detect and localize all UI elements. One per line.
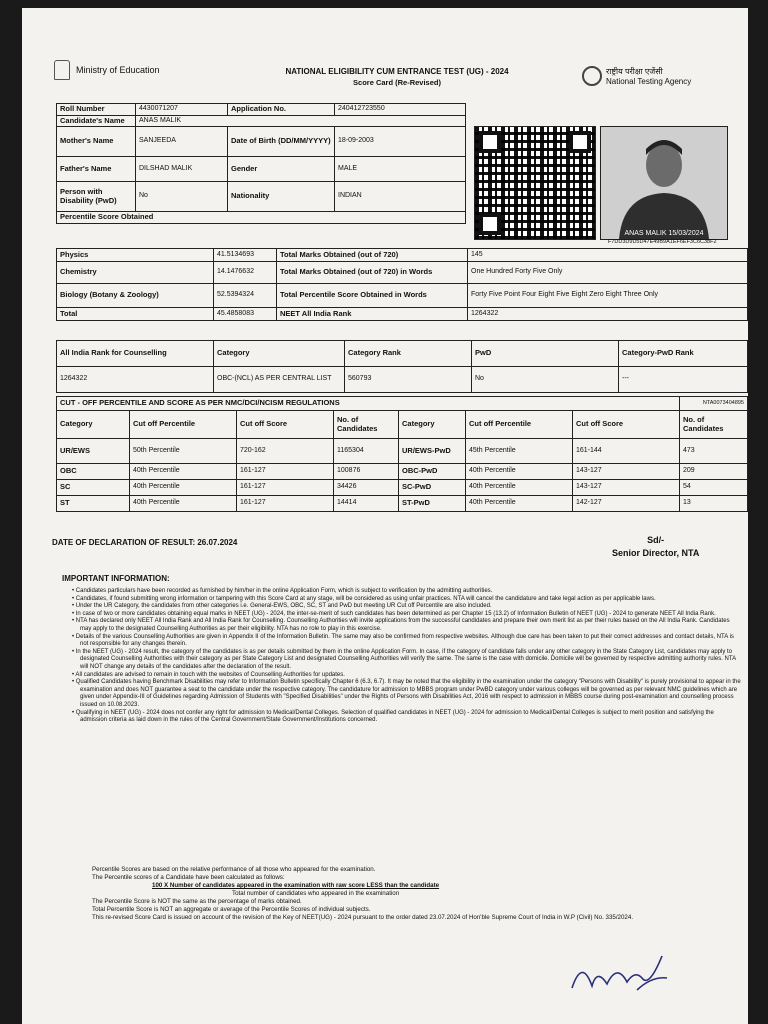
percentile-line: Percentile Scores are based on the relative performance of all those who appeared for the examination. — [92, 866, 376, 873]
air-counselling-value: 1264322 — [57, 367, 214, 393]
qr-finder — [479, 131, 501, 153]
sd-mark: Sd/- — [647, 535, 665, 545]
percentile-line: The Percentile Score is NOT the same as the percentage of marks obtained. — [92, 898, 302, 905]
pct-words-value: Forty Five Point Four Eight Five Eight Zero Eight Three Only — [468, 284, 748, 308]
table-cell: 161-127 — [237, 464, 334, 480]
important-info-title: IMPORTANT INFORMATION: — [62, 574, 170, 583]
table-cell: 40th Percentile — [466, 480, 573, 496]
table-cell: 13 — [680, 496, 748, 512]
cutoff-reference: NTA0073404895 — [680, 397, 748, 411]
name-value: ANAS MALIK — [136, 115, 466, 127]
biology-label: Biology (Botany & Zoology) — [57, 284, 214, 308]
list-item: • In the NEET (UG) - 2024 result, the category of the candidates is as per details submitted by them in the online Application Form. In case, if the category of candidate falls under any other category in the State Category List, candidates may apply to designated Counselling Authorities with their category as per State Category List and designated Counselling Authorities will verify the same. The same is the case with domicile. Domicile will be governed by respective admitting authority rules. NTA will NOT change any details of the candidates after the declaration of the result. — [72, 648, 736, 670]
list-item: • Qualified Candidates having Benchmark Disabilities may refer to Information Bulletin specifically Chapter 6 (6.3, 6.7). It may be noted that the eligibility in the examination under the category "Persons with Disability" is purely provisional to appear in the examination and does NOT guarantee a seat to the candidate under the respective category. The candidature for admission to MBBS program under PwBD category under various colleges will be governed as per relevant NMC guidelines which are given under Appendix-III of Guidelines regarding Admission of Students with "Specified Disabilities" under the Rights of Persons with Disabilities Act, 2016 with respect to admission in MBBS course during post-examination and counselling process issued on 10.08.2023. — [72, 679, 741, 708]
list-item: • Candidates, if found submitting wrong information or tampering with this Score Card at any stage, will be considered as using unfair practices. NTA will cancel the candidature and take legal action as per applicable laws. — [72, 595, 656, 602]
list-item: • NTA has declared only NEET All India Rank and All India Rank for Counselling. Counselling Authorities will invite applications from the successful candidates and prepare their own merit list as per their rules based on the All India Rank. Candidates may apply to the designated Counselling Authorities as per their eligibility. NTA has no role to play in this exercise. — [72, 618, 730, 632]
signatory-title: Senior Director, NTA — [612, 548, 700, 558]
table-cell: 14414 — [334, 496, 399, 512]
cutoff-header: Category — [399, 411, 466, 439]
pwd-value: No — [472, 367, 619, 393]
table-cell: 40th Percentile — [466, 464, 573, 480]
list-item: • Qualifying in NEET (UG) - 2024 does not confer any right for admission to Medical/Dental Colleges. Selection of qualified candidates in NEET (UG) - 2024 for admission to Medical/Dental Colleges is subject to merit position and satisfying the admission criteria as laid down in the rules of the Central Government/State Government/Institutions concerned. — [72, 709, 714, 724]
rank-value: 1264322 — [468, 308, 748, 321]
dob-label: Date of Birth (DD/MM/YYYY) — [228, 127, 335, 157]
table-cell: 473 — [680, 439, 748, 464]
table-cell: SC-PwD — [399, 480, 466, 496]
table-cell: OBC — [57, 464, 130, 480]
table-row — [57, 439, 748, 464]
category-pwd-rank-header: Category-PwD Rank — [619, 341, 748, 367]
table-cell: 720-162 — [237, 439, 334, 464]
table-row — [57, 480, 748, 496]
dob-value: 18-09-2003 — [335, 127, 466, 157]
table-cell: 40th Percentile — [466, 496, 573, 512]
table-cell: 40th Percentile — [130, 480, 237, 496]
photo-caption: ANAS MALIK 15/03/2024 — [624, 230, 704, 237]
percentile-heading: Percentile Score Obtained — [57, 212, 466, 224]
chemistry-value: 14.1476632 — [214, 262, 277, 284]
percentile-note — [92, 866, 732, 922]
father-value: DILSHAD MALIK — [136, 157, 228, 182]
declaration-date: DATE OF DECLARATION OF RESULT: 26.07.2024 — [52, 538, 238, 547]
qr-finder — [479, 213, 501, 235]
table-cell: 143-127 — [573, 464, 680, 480]
percentile-line: The Percentile scores of a Candidate have been calculated as follows: — [92, 874, 285, 881]
pwd-header: PwD — [472, 341, 619, 367]
table-cell: 40th Percentile — [130, 464, 237, 480]
list-item: • In case of two or more candidates obtaining equal marks in NEET (UG) - 2024, the inter-se-merit of such candidates has been determined as per Chapter 15 (13.2) of Information Bulletin of NEET (UG) - 2024 to generate NEET All India Rank. — [72, 610, 716, 617]
qr-code — [474, 126, 596, 240]
photo-reference: F7DD3D9D5D47E49B9A1EF6EF3C6C38F2 — [608, 239, 717, 245]
category-value: OBC-(NCL) AS PER CENTRAL LIST — [214, 367, 345, 393]
ministry-header — [54, 60, 160, 80]
important-info-list — [72, 588, 742, 725]
table-cell: 34426 — [334, 480, 399, 496]
score-table — [56, 248, 748, 321]
marks-words-label: Total Marks Obtained (out of 720) in Words — [277, 262, 468, 284]
table-cell: 100876 — [334, 464, 399, 480]
percentile-line: Total Percentile Score is NOT an aggregate or average of the Percentile Scores of individual subjects. — [92, 906, 371, 913]
cutoff-header: Cut off Score — [237, 411, 334, 439]
document-title — [222, 66, 572, 88]
application-label: Application No. — [228, 104, 335, 116]
total-value: 45.4858083 — [214, 308, 277, 321]
physics-label: Physics — [57, 249, 214, 262]
ministry-name: Ministry of Education — [76, 65, 160, 75]
nationality-label: Nationality — [228, 182, 335, 212]
application-value: 240412723550 — [335, 104, 466, 116]
table-cell: 1165304 — [334, 439, 399, 464]
category-rank-value: 560793 — [345, 367, 472, 393]
table-cell: UR/EWS — [57, 439, 130, 464]
score-card-page — [22, 8, 748, 1024]
table-cell: SC — [57, 480, 130, 496]
agency-name: National Testing Agency — [606, 77, 692, 86]
national-emblem-icon — [54, 60, 70, 80]
cutoff-table — [56, 396, 748, 512]
table-cell: ST — [57, 496, 130, 512]
cutoff-header: Cut off Percentile — [466, 411, 573, 439]
table-cell: 45th Percentile — [466, 439, 573, 464]
gender-value: MALE — [335, 157, 466, 182]
category-header: Category — [214, 341, 345, 367]
exam-title: NATIONAL ELIGIBILITY CUM ENTRANCE TEST (UG) - 2024 — [285, 67, 509, 76]
nta-logo-block — [582, 66, 691, 86]
table-cell: UR/EWS-PwD — [399, 439, 466, 464]
list-item: • Details of the various Counselling Authorities are given in Appendix II of the Information Bulletin. The same may also be confirmed from respective websites. Although due care has been taken to put their correct addresses and contact details, NTA is not responsible for any changes therein. — [72, 633, 734, 648]
handwritten-signature — [567, 948, 677, 998]
counselling-table — [56, 340, 748, 393]
cutoff-header: No. of Candidates — [334, 411, 399, 439]
table-row — [57, 464, 748, 480]
score-card-subtitle: Score Card (Re-Revised) — [353, 78, 441, 87]
nta-logo-icon — [582, 66, 602, 86]
table-row — [57, 496, 748, 512]
signatory-block — [612, 534, 699, 560]
table-cell: 161-144 — [573, 439, 680, 464]
pwd-label: Person with Disability (PwD) — [57, 182, 136, 212]
physics-value: 41.5134693 — [214, 249, 277, 262]
table-cell: 209 — [680, 464, 748, 480]
nationality-value: INDIAN — [335, 182, 466, 212]
cutoff-header: Category — [57, 411, 130, 439]
marks-label: Total Marks Obtained (out of 720) — [277, 249, 468, 262]
qr-finder — [569, 131, 591, 153]
chemistry-label: Chemistry — [57, 262, 214, 284]
list-item: • Under the UR Category, the candidates from other categories i.e. General-EWS, OBC, SC, ST and PwD but meeting UR Cut off Percentile are also included. — [72, 603, 492, 610]
rank-label: NEET All India Rank — [277, 308, 468, 321]
cutoff-title: CUT - OFF PERCENTILE AND SCORE AS PER NMC/DCI/NCISM REGULATIONS — [57, 397, 680, 411]
mother-value: SANJEEDA — [136, 127, 228, 157]
candidate-photo-image — [601, 127, 727, 239]
air-counselling-header: All India Rank for Counselling — [57, 341, 214, 367]
pwd-value: No — [136, 182, 228, 212]
agency-hindi: राष्ट्रीय परीक्षा एजेंसी — [606, 67, 663, 76]
name-label: Candidate's Name — [57, 115, 136, 127]
table-cell: 143-127 — [573, 480, 680, 496]
table-cell: ST-PwD — [399, 496, 466, 512]
cutoff-header: Cut off Percentile — [130, 411, 237, 439]
father-label: Father's Name — [57, 157, 136, 182]
mother-label: Mother's Name — [57, 127, 136, 157]
percentile-line: This re-revised Score Card is issued on account of the revision of the Key of NEET(UG) - 2024 pursuant to the order dated 23.07.2024 of Hon'ble Supreme Court of India in W.P (Civil) No. 335/2024. — [92, 914, 634, 921]
pct-words-label: Total Percentile Score Obtained in Words — [277, 284, 468, 308]
roll-value: 4430071207 — [136, 104, 228, 116]
cutoff-header: Cut off Score — [573, 411, 680, 439]
formula-numerator: 100 X Number of candidates appeared in the examination with raw score LESS than the candidate — [152, 882, 440, 889]
table-cell: 142-127 — [573, 496, 680, 512]
marks-value: 145 — [468, 249, 748, 262]
cutoff-header: No. of Candidates — [680, 411, 748, 439]
formula-denominator: Total number of candidates who appeared in the examination — [232, 890, 400, 897]
marks-words-value: One Hundred Forty Five Only — [468, 262, 748, 284]
table-cell: 161-127 — [237, 496, 334, 512]
biology-value: 52.5394324 — [214, 284, 277, 308]
category-rank-header: Category Rank — [345, 341, 472, 367]
candidate-details-table — [56, 103, 466, 224]
candidate-photo — [600, 126, 728, 240]
table-cell: 40th Percentile — [130, 496, 237, 512]
roll-label: Roll Number — [57, 104, 136, 116]
gender-label: Gender — [228, 157, 335, 182]
table-cell: 50th Percentile — [130, 439, 237, 464]
list-item: • Candidates particulars have been recorded as furnished by him/her in the online Application Form, which is subject to verification by the admitting authorities. — [72, 588, 493, 594]
table-cell: OBC-PwD — [399, 464, 466, 480]
list-item: • All candidates are advised to remain in touch with the websites of Counselling Authorities for updates. — [72, 671, 345, 678]
table-cell: 54 — [680, 480, 748, 496]
category-pwd-rank-value: --- — [619, 367, 748, 393]
cutoff-header-row — [57, 411, 748, 439]
total-label: Total — [57, 308, 214, 321]
table-cell: 161-127 — [237, 480, 334, 496]
